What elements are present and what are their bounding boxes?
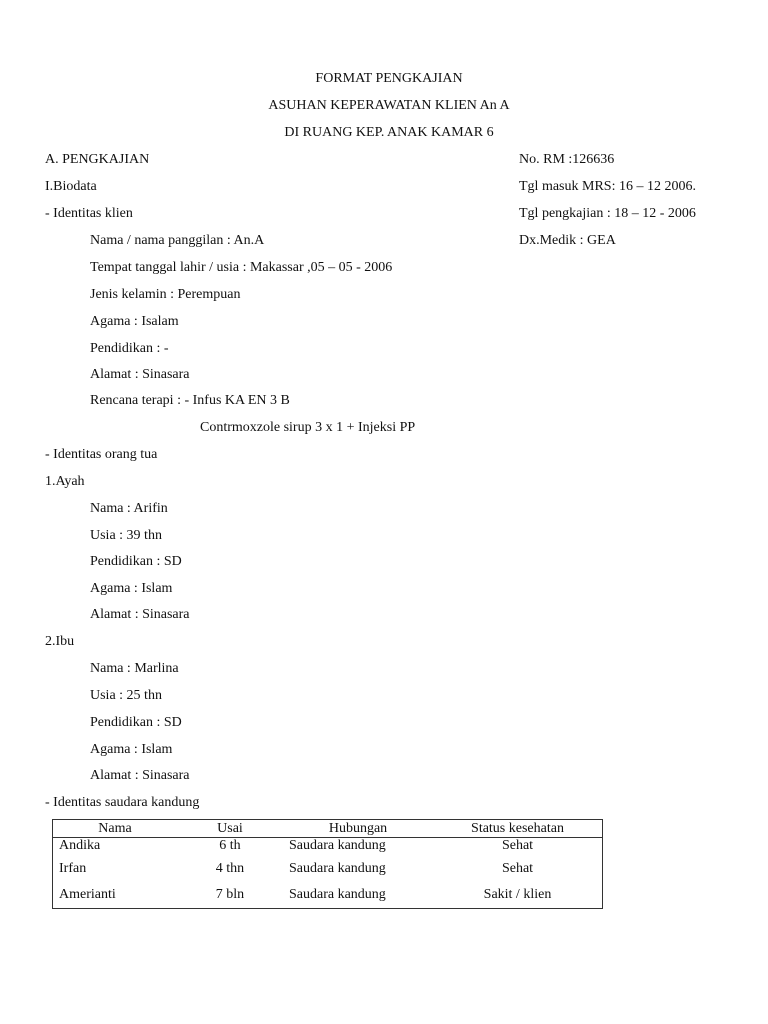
cell-status: Sehat [501,861,534,876]
title-asuhan: ASUHAN KEPERAWATAN KLIEN An A [268,98,510,113]
title-ruang: DI RUANG KEP. ANAK KAMAR 6 [284,125,494,140]
saudara-heading: - Identitas saudara kandung [45,795,200,810]
cell-hubungan: Saudara kandung [289,861,386,876]
title-format: FORMAT PENGKAJIAN [315,71,463,86]
ibu-usia: Usia : 25 thn [90,688,162,703]
section-heading: A. PENGKAJIAN [45,152,150,167]
ayah-nama: Nama : Arifin [90,501,168,516]
no-rm: No. RM :126636 [519,152,615,167]
klien-nama: Nama / nama panggilan : An.A [90,233,265,248]
cell-nama: Amerianti [59,887,116,902]
cell-nama: Andika [59,838,101,853]
tgl-pengkajian: Tgl pengkajian : 18 – 12 - 2006 [519,206,696,221]
dx-medik: Dx.Medik : GEA [519,233,616,248]
identitas-klien-heading: - Identitas klien [45,206,133,221]
ayah-heading: 1.Ayah [45,474,85,489]
col-status: Status kesehatan [433,820,603,838]
ayah-agama: Agama : Islam [90,581,173,596]
table-row [53,838,603,857]
klien-jenis-kelamin: Jenis kelamin : Perempuan [90,287,241,302]
ibu-heading: 2.Ibu [45,634,75,649]
cell-usia: 6 th [219,838,241,853]
ayah-pendidikan: Pendidikan : SD [90,554,182,569]
cell-hubungan: Saudara kandung [289,838,386,853]
klien-terapi-2: Contrmoxzole sirup 3 x 1 + Injeksi PP [200,420,416,435]
col-hubungan: Hubungan [283,820,433,838]
ibu-nama: Nama : Marlina [90,661,179,676]
klien-ttl: Tempat tanggal lahir / usia : Makassar ,05 – 05 - 2006 [90,260,393,275]
col-nama: Nama [53,820,178,838]
orang-tua-heading: - Identitas orang tua [45,447,158,462]
ayah-alamat: Alamat : Sinasara [90,607,190,622]
ibu-alamat: Alamat : Sinasara [90,768,190,783]
ibu-agama: Agama : Islam [90,742,173,757]
ibu-pendidikan: Pendidikan : SD [90,715,182,730]
cell-hubungan: Saudara kandung [289,887,386,902]
cell-status: Sakit / klien [483,887,552,902]
tgl-masuk: Tgl masuk MRS: 16 – 12 2006. [519,179,696,194]
klien-alamat: Alamat : Sinasara [90,367,190,382]
ayah-usia: Usia : 39 thn [90,528,162,543]
saudara-table [52,819,603,909]
col-usia: Usai [177,820,283,838]
klien-agama: Agama : Isalam [90,314,179,329]
klien-terapi-1: Rencana terapi : - Infus KA EN 3 B [90,393,290,408]
table-header-row [53,820,603,838]
cell-nama: Irfan [59,861,87,876]
cell-status: Sehat [501,838,534,853]
table-row [53,882,603,909]
cell-usia: 7 bln [215,887,245,902]
cell-usia: 4 thn [215,861,245,876]
table-row [53,856,603,882]
klien-pendidikan: Pendidikan : - [90,341,169,356]
biodata-heading: I.Biodata [45,179,97,194]
